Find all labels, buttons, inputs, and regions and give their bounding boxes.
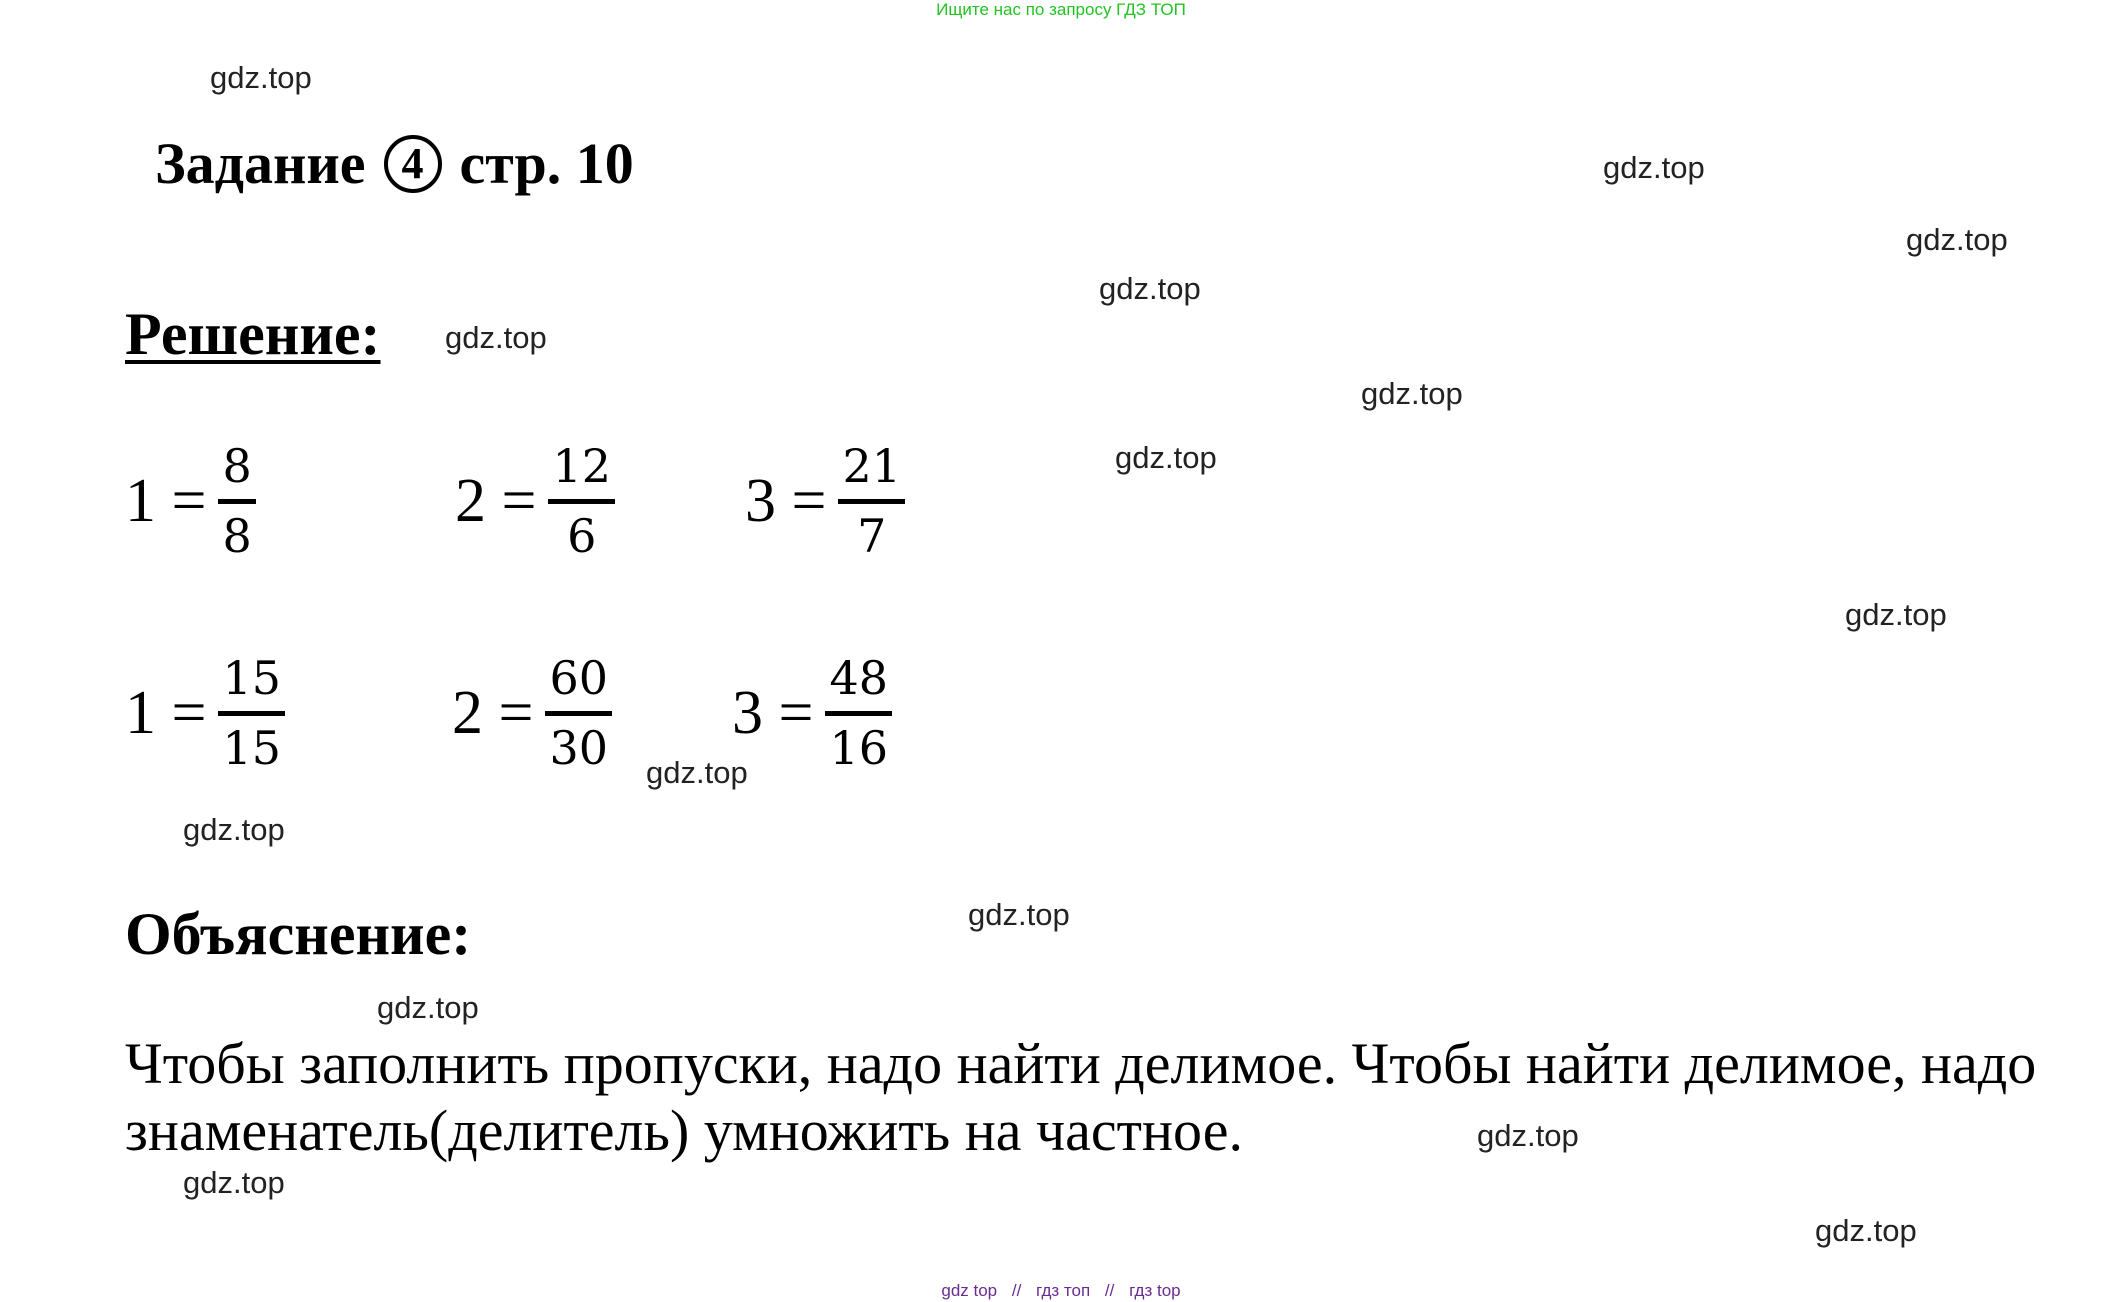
bottom-link[interactable]: гдз top xyxy=(1129,1281,1181,1300)
bottom-link[interactable]: гдз топ xyxy=(1036,1281,1091,1300)
fraction xyxy=(218,440,255,563)
watermark: gdz.top xyxy=(1603,150,1705,185)
fraction-denominator: 7 xyxy=(857,508,887,563)
equation xyxy=(745,440,905,563)
fraction-denominator: 16 xyxy=(829,720,889,775)
watermark: gdz.top xyxy=(1477,1118,1579,1153)
fraction xyxy=(825,652,892,775)
fraction-numerator: 12 xyxy=(548,440,615,504)
equation-lhs: 3 = xyxy=(732,678,814,747)
bottom-link[interactable]: gdz top xyxy=(941,1281,998,1300)
watermark: gdz.top xyxy=(445,320,547,355)
equation-lhs: 3 = xyxy=(745,466,827,535)
watermark: gdz.top xyxy=(1815,1213,1917,1248)
fraction-numerator: 15 xyxy=(218,652,285,716)
fraction-denominator: 6 xyxy=(567,508,597,563)
fraction-numerator: 60 xyxy=(545,652,612,716)
link-separator: // xyxy=(1104,1281,1115,1300)
watermark: gdz.top xyxy=(183,1165,285,1200)
equation-lhs: 1 = xyxy=(125,466,207,535)
watermark: gdz.top xyxy=(1099,271,1201,306)
explanation-heading: Объяснение: xyxy=(125,901,472,967)
watermark: gdz.top xyxy=(1845,597,1947,632)
fraction xyxy=(545,652,612,775)
fraction xyxy=(218,652,285,775)
fraction-denominator: 8 xyxy=(222,508,252,563)
page-title xyxy=(155,130,634,197)
watermark: gdz.top xyxy=(210,60,312,95)
fraction-numerator: 21 xyxy=(838,440,905,504)
equation xyxy=(125,440,256,563)
fraction-numerator: 8 xyxy=(218,440,255,504)
solution-heading: Решение: xyxy=(125,301,381,367)
bottom-links xyxy=(0,1281,2122,1301)
watermark: gdz.top xyxy=(1361,376,1463,411)
fraction-denominator: 15 xyxy=(222,720,282,775)
equation xyxy=(732,652,892,775)
equation-lhs: 2 = xyxy=(452,678,534,747)
explanation-text: Чтобы заполнить пропуски, надо найти делимое. Чтобы найти делимое, надо знаменатель(делитель) умножить на частное. xyxy=(125,1031,2037,1163)
equation xyxy=(452,652,612,775)
title-prefix: Задание xyxy=(155,131,366,196)
title-suffix: стр. 10 xyxy=(459,131,634,196)
watermark: gdz.top xyxy=(1115,440,1217,475)
fraction-numerator: 48 xyxy=(825,652,892,716)
link-separator: // xyxy=(1011,1281,1022,1300)
watermark: gdz.top xyxy=(968,897,1070,932)
watermark: gdz.top xyxy=(377,990,479,1025)
watermark: gdz.top xyxy=(183,812,285,847)
equation-lhs: 1 = xyxy=(125,678,207,747)
watermark: gdz.top xyxy=(1906,222,2008,257)
equation xyxy=(125,652,285,775)
watermark: gdz.top xyxy=(646,755,748,790)
task-number-badge: 4 xyxy=(384,135,442,193)
equation xyxy=(455,440,615,563)
fraction-denominator: 30 xyxy=(549,720,609,775)
top-banner: Ищите нас по запросу ГДЗ ТОП xyxy=(936,0,1186,19)
fraction xyxy=(838,440,905,563)
fraction xyxy=(548,440,615,563)
equation-lhs: 2 = xyxy=(455,466,537,535)
